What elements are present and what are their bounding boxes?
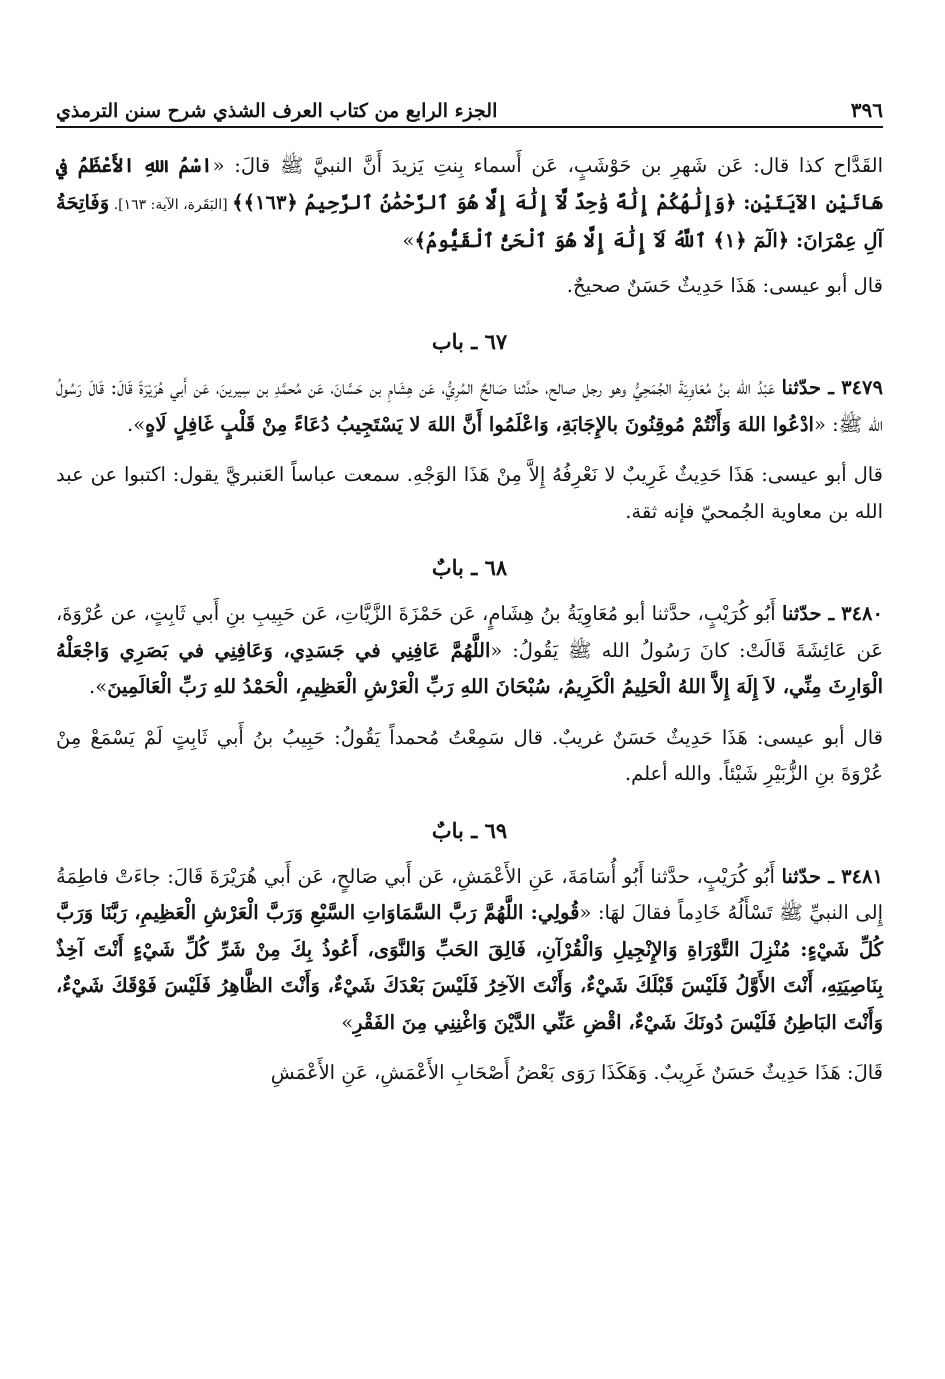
running-title: الجزء الرابع من كتاب العرف الشذي شرح سنن الترمذي xyxy=(56,100,498,122)
running-header xyxy=(56,92,883,128)
hadith-matn: اللَّهُمَّ عَافِنِي في جَسَدِي، وَعَافِنِي في بَصَرِي وَاجْعَلْهُ الْوَارِثَ مِنِّي، لاَ إِلَهَ إِلاَّ اللهُ الْحَلِيمُ الْكَرِيمُ، سُبْحَانَ اللهِ رَبِّ الْعَرْشِ الْعَظِيمِ، الْحَمْدُ للهِ رَبِّ الْعَالَمِينَ xyxy=(56,638,883,698)
abu-isa-comment: قال أبو عيسى: هَذَا حَدِيثٌ حَسَنٌ صحيحٌ. xyxy=(566,273,883,297)
chapter-heading: ٦٩ ـ بابٌ xyxy=(431,817,508,843)
closing-quote: » xyxy=(341,1010,354,1034)
hadith-matn: وَفَاتِحَةُ آلِ عِمْرَانَ: ﴿الٓمٓ ﴿١﴾ ٱللَّهُ لَآ إِلَٰهَ إِلَّا هُوَ ٱلْحَىُّ ٱلْقَيُّومُ﴾ xyxy=(56,190,883,252)
quran-reference: [البَقَرة، الآية: ١٦٣]. xyxy=(109,196,233,213)
hadith-3480 xyxy=(56,596,883,706)
closing-quote: ». xyxy=(127,412,146,436)
hadith-isnad: أَبُو كُرَيْبٍ، حدَّثنا أَبُو أُسَامَةَ، عَنِ الأَعْمَشِ، عَن أَبي صَالحٍ، عَن أَبي هُرَيْرَةَ قَالَ: جاءَتْ فاطِمَةُ إِلى النبيِّ ﷺ تَسْأَلُهُ خَادِماً فقالَ لهَا: « xyxy=(56,864,883,924)
hadith-isnad: أَبُو كُرَيْبٍ، حدَّثنا أبو مُعَاوِيَةُ بنُ هِشَامٍ، عَن حَمْزَةَ الزَّيَّاتِ، عَن حَبِيبِ بنِ أَبي ثَابِتٍ، عن عُرْوَةَ، عَن عَائِشَةَ قَالَتْ: كانَ رَسُولُ الله ﷺ يَقُولُ: « xyxy=(56,602,883,662)
abu-isa-comment: قال أبو عيسى: هَذَا حَدِيثٌ غَرِيبٌ لا نَعْرِفُهُ إِلاَّ مِنْ هَذَا الوَجْهِ. سمعت عباساً العَنبريَّ يقول: اكتبوا عن عبد الله بن معاوية الجُمحيّ فإنه ثقة. xyxy=(56,463,883,523)
closing-quote: » xyxy=(402,229,415,252)
hadith-3479 xyxy=(56,370,883,443)
haddathana-word: حدّثنا xyxy=(781,376,822,399)
abu-isa-comment: قَالَ: هَذَا حَدِيثٌ حَسَنٌ غَرِيبٌ. وَهَكَذَا رَوَى بَعْضُ أَصْحَابِ الأَعْمَشِ، عَنِ الأَعْمَشِ xyxy=(270,1061,883,1084)
hadith-number: ٣٤٧٩ ـ xyxy=(821,376,883,399)
chapter-heading: ٦٧ ـ باب xyxy=(431,329,508,354)
haddathana-word: حدّثنا xyxy=(781,864,822,888)
hadith-matn: ادْعُوا اللهَ وَأَنْتُمْ مُوقِنُونَ بالإِجَابَةِ، وَاعْلَمُوا أَنَّ اللهَ لا يَسْتَجِيبُ دُعَاءً مِنْ قَلْبٍ غَافِلٍ لَاهٍ xyxy=(145,412,814,436)
closing-quote: ». xyxy=(89,675,108,698)
hadith-continuation xyxy=(56,148,883,260)
abu-isa-comment: قال أبو عيسى: هَذَا حَدِيثٌ حَسَنٌ غريبٌ. قال سَمِعْتُ مُحمداً يَقُولُ: حَبِيبُ بنُ أَبي ثَابِتٍ لَمْ يَسْمَعْ مِنْ عُرْوَةَ بنِ الزُّبَيْرِ شَيْئاً. والله أعلم. xyxy=(56,725,883,785)
hadith-3481 xyxy=(56,859,883,1042)
chapter-heading: ٦٨ ـ بابٌ xyxy=(431,555,508,580)
hadith-matn: قُولِي: اللَّهُمَّ رَبَّ السَّمَاوَاتِ السَّبْعِ وَرَبَّ الْعَرْشِ الْعَظِيمِ، رَبَّنَا وَرَبَّ كُلِّ شَيْءٍ: مُنْزِلَ التَّوْرَاةِ وَالإِنْجِيلِ وَالْقُرْآنِ، فَالِقَ الحَبِّ وَالنَّوَى، أَعُوذُ بِكَ مِنْ شَرِّ كُلِّ شَيْءٍ أَنْتَ آخِذٌ بِنَاصِيَتِهِ، أَنْتَ الأَوَّلُ فَلَيْسَ قَبْلَكَ شَيْءٌ، وَأَنْتَ الآخِرُ فَلَيْسَ بَعْدَكَ شَيْءٌ، وَأَنْتَ الظَّاهِرُ فَلَيْسَ فَوْقَكَ شَيْءٌ، وَأَنْتَ البَاطِنُ فَلَيْسَ دُونَكَ شَيْءٌ، اقْضِ عَنِّي الدَّيْنَ وَاغْنِنِي مِنَ الفَقْرِ xyxy=(56,901,883,1034)
page-body xyxy=(56,148,883,1092)
hadith-text: القَدَّاح كذا قال: عَن شَهرِ بن حَوْشَبٍ، عَن أَسماء بِنتِ يَزيدَ أَنَّ النبيَّ ﷺ قالَ: « xyxy=(212,154,883,177)
hadith-isnad: عَبْدُ الله بنُ مُعَاوِيَةَ الجُمَحِيُّ وهو رجل صالح، حدَّثنا صَالحٌ المُرِيُّ، عَن هِشَامِ بن حَسَّانَ، عَن مُحمَّدِ بن سِيرينَ، عَن أَبي هُرَيْرَةَ قَالَ: قَالَ رَسُولُ الله ﷺ: « xyxy=(56,376,883,436)
haddathana-word: حدّثنا xyxy=(782,602,822,625)
hadith-number: ٣٤٨١ ـ xyxy=(821,864,883,888)
hadith-number: ٣٤٨٠ ـ xyxy=(821,602,884,625)
hadith-matn: اسْمُ اللهِ الأَعْظَمُ في هَاتَيْنِ الآيَتَيْنِ: ﴿وَإِلَٰهُكُمْ إِلَٰهٌ وَٰحِدٌ لَّآ إِلَٰهَ إِلَّا هُوَ ٱلرَّحْمَٰنُ ٱلرَّحِيمُ ﴿١٦٣﴾﴾ xyxy=(56,154,883,214)
page-number: ٣٩٦ xyxy=(850,98,883,122)
